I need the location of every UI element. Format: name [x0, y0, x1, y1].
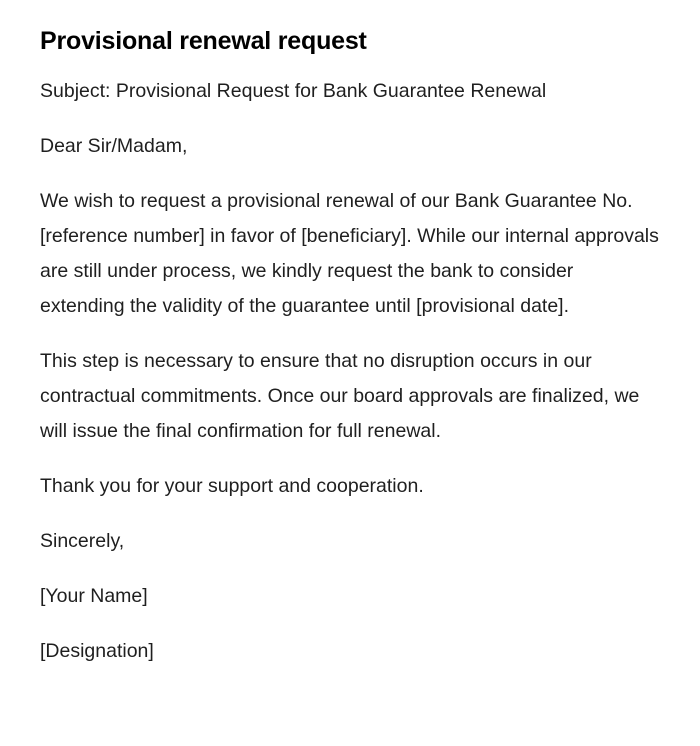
subject-line: Subject: Provisional Request for Bank Guarantee Renewal [40, 80, 547, 102]
thanks-line: Thank you for your support and cooperation. [40, 475, 424, 497]
body-paragraph-2: This step is necessary to ensure that no disruption occurs in our contractual commitments. Once our board approvals are finalized, we will issue the final confirmation for full renewal. [40, 350, 640, 442]
salutation: Dear Sir/Madam, [40, 135, 188, 157]
closing-line: Sincerely, [40, 530, 125, 552]
signer-designation: [Designation] [40, 640, 154, 662]
body-paragraph-1: We wish to request a provisional renewal of our Bank Guarantee No. [reference number] in favor of [beneficiary]. While our internal approvals are still under process, we kindly request the bank to consider extending the validity of the guarantee until [provisional date]. [40, 190, 659, 317]
document-title: Provisional renewal request [40, 27, 367, 55]
signer-name: [Your Name] [40, 585, 148, 607]
